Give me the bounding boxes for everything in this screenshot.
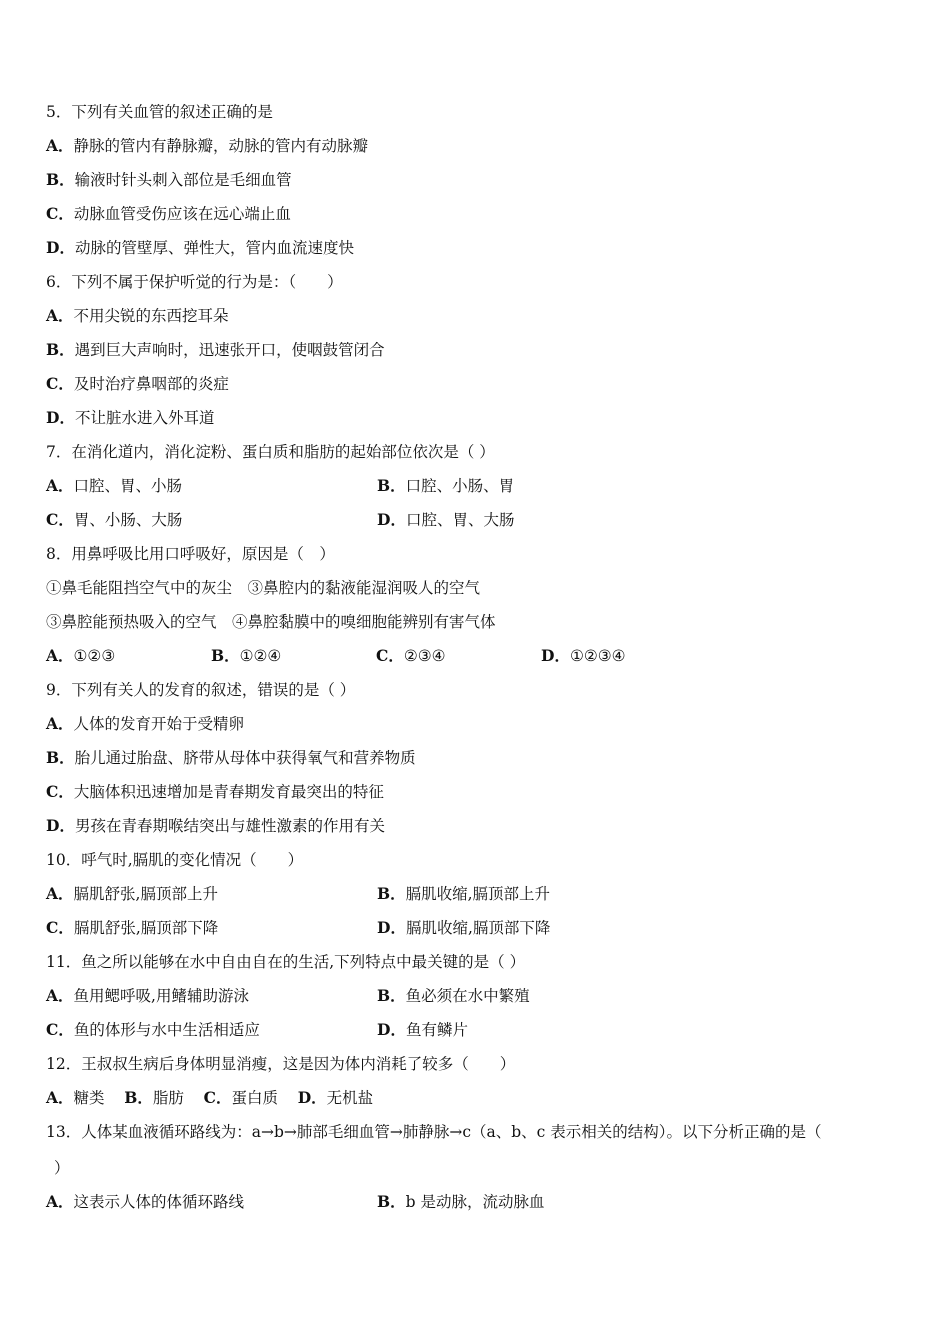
- option-text: 糖类: [73, 1089, 105, 1107]
- q12-stem: 12．王叔叔生病后身体明显消瘦，这是因为体内消耗了较多（ ）: [46, 1055, 516, 1073]
- q12-option-b: [124, 1089, 184, 1107]
- option-letter: C．: [203, 1088, 232, 1107]
- option-text: 口腔、胃、大肠: [405, 511, 515, 529]
- option-text: ①②④: [239, 647, 282, 665]
- q13-stem-continuation: ）: [54, 1159, 70, 1177]
- q8-option-b: [211, 646, 376, 666]
- option-letter: A．: [46, 646, 74, 665]
- q10-option-a: [46, 884, 218, 904]
- option-letter: D．: [377, 918, 406, 937]
- option-letter: A．: [46, 986, 74, 1005]
- q5-stem: 5．下列有关血管的叙述正确的是: [46, 103, 273, 121]
- option-text: 膈肌舒张,膈顶部上升: [73, 885, 218, 903]
- option-letter: A．: [46, 136, 74, 155]
- option-text: 这表示人体的体循环路线: [73, 1193, 245, 1211]
- q5-option-b: [46, 170, 292, 190]
- option-text: 及时治疗鼻咽部的炎症: [73, 375, 229, 393]
- q9-stem: 9．下列有关人的发育的叙述，错误的是（ ）: [46, 681, 356, 699]
- option-text: 脂肪: [152, 1089, 184, 1107]
- q9-option-b: [46, 748, 416, 768]
- option-text: 大脑体积迅速增加是青春期发育最突出的特征: [73, 783, 384, 801]
- option-text: 输液时针头刺入部位是毛细血管: [74, 171, 292, 189]
- option-text: 胃、小肠、大肠: [73, 511, 183, 529]
- option-text: 鱼的体形与水中生活相适应: [73, 1021, 260, 1039]
- option-letter: B．: [377, 1192, 406, 1211]
- option-text: 口腔、胃、小肠: [73, 477, 183, 495]
- option-text: 人体的发育开始于受精卵: [73, 715, 245, 733]
- option-text: 不让脏水进入外耳道: [74, 409, 215, 427]
- q5-option-d: [46, 238, 354, 258]
- q13-stem: 13．人体某血液循环路线为：a→b→肺部毛细血管→肺静脉→c（a、b、c 表示相关的结构）。以下分析正确的是（: [46, 1123, 822, 1141]
- q8-statement-line-1: ①鼻毛能阻挡空气中的灰尘 ③鼻腔内的黏液能湿润吸人的空气: [46, 579, 481, 597]
- q8-options-row: [46, 646, 706, 666]
- option-letter: D．: [541, 646, 570, 665]
- option-letter: D．: [377, 1020, 406, 1039]
- q6-stem: 6．下列不属于保护听觉的行为是：（ ）: [46, 273, 343, 291]
- q11-stem: 11．鱼之所以能够在水中自由自在的生活,下列特点中最关键的是（ ）: [46, 953, 526, 971]
- option-letter: B．: [377, 884, 406, 903]
- q12-option-c: [204, 1089, 278, 1107]
- option-letter: A．: [46, 1088, 74, 1107]
- option-letter: C．: [46, 204, 74, 223]
- option-letter: C．: [46, 374, 74, 393]
- option-letter: A．: [46, 306, 74, 325]
- q6-option-b: [46, 340, 385, 360]
- q7-stem: 7．在消化道内，消化淀粉、蛋白质和脂肪的起始部位依次是（ ）: [46, 443, 495, 461]
- q12-options-row: [46, 1088, 373, 1108]
- q11-option-b: [377, 986, 530, 1006]
- option-text: 不用尖锐的东西挖耳朵: [73, 307, 229, 325]
- option-letter: A．: [46, 884, 74, 903]
- q6-option-a: [46, 306, 229, 326]
- q9-option-a: [46, 714, 244, 734]
- q8-option-a: [46, 646, 211, 666]
- q7-option-d: [377, 510, 514, 530]
- option-letter: C．: [376, 646, 404, 665]
- option-letter: A．: [46, 1192, 74, 1211]
- option-text: 动脉的管壁厚、弹性大，管内血流速度快: [74, 239, 354, 257]
- q9-option-d: [46, 816, 385, 836]
- q12-option-d: [298, 1089, 373, 1107]
- option-letter: D．: [46, 816, 75, 835]
- option-letter: B．: [46, 340, 75, 359]
- q11-option-a: [46, 986, 249, 1006]
- q8-option-d: [541, 646, 706, 666]
- q6-option-d: [46, 408, 214, 428]
- option-text: 胎儿通过胎盘、脐带从母体中获得氧气和营养物质: [74, 749, 416, 767]
- q11-option-d: [377, 1020, 468, 1040]
- option-letter: A．: [46, 476, 74, 495]
- option-text: 动脉血管受伤应该在远心端止血: [73, 205, 291, 223]
- option-letter: C．: [46, 1020, 74, 1039]
- option-text: 膈肌舒张,膈顶部下降: [73, 919, 219, 937]
- option-text: 膈肌收缩,膈顶部下降: [405, 919, 551, 937]
- option-text: b 是动脉，流动脉血: [405, 1193, 545, 1211]
- option-text: 无机盐: [326, 1089, 374, 1107]
- option-letter: C．: [46, 510, 74, 529]
- option-text: 蛋白质: [231, 1089, 278, 1107]
- q8-stem: 8．用鼻呼吸比用口呼吸好，原因是（ ）: [46, 545, 335, 563]
- option-letter: C．: [46, 782, 74, 801]
- q8-statement-line-2: ③鼻腔能预热吸入的空气 ④鼻腔黏膜中的嗅细胞能辨别有害气体: [46, 613, 496, 631]
- option-text: ①②③④: [569, 647, 626, 665]
- q10-option-d: [377, 918, 550, 938]
- option-letter: C．: [46, 918, 74, 937]
- q7-option-b: [377, 476, 514, 496]
- option-text: 鱼用鳃呼吸,用鳍辅助游泳: [73, 987, 249, 1005]
- q10-stem: 10．呼气时,膈肌的变化情况（ ）: [46, 851, 304, 869]
- q13-option-b: [377, 1192, 544, 1212]
- option-text: 遇到巨大声响时，迅速张开口，使咽鼓管闭合: [74, 341, 385, 359]
- q11-option-c: [46, 1020, 260, 1040]
- option-letter: B．: [211, 646, 240, 665]
- option-letter: B．: [46, 170, 75, 189]
- option-letter: B．: [124, 1088, 153, 1107]
- option-letter: B．: [377, 986, 406, 1005]
- option-letter: B．: [377, 476, 406, 495]
- option-letter: B．: [46, 748, 75, 767]
- option-text: 鱼有鳞片: [405, 1021, 468, 1039]
- option-letter: D．: [377, 510, 406, 529]
- q5-option-a: [46, 136, 368, 156]
- option-letter: D．: [46, 238, 75, 257]
- option-letter: D．: [297, 1088, 327, 1107]
- q6-option-c: [46, 374, 229, 394]
- q13-option-a: [46, 1192, 244, 1212]
- q8-option-c: [376, 646, 541, 666]
- option-text: 鱼必须在水中繁殖: [405, 987, 530, 1005]
- option-text: 口腔、小肠、胃: [405, 477, 515, 495]
- option-text: 男孩在青春期喉结突出与雄性激素的作用有关: [74, 817, 385, 835]
- option-letter: D．: [46, 408, 75, 427]
- q5-option-c: [46, 204, 291, 224]
- option-text: 静脉的管内有静脉瓣，动脉的管内有动脉瓣: [73, 137, 369, 155]
- option-text: 膈肌收缩,膈顶部上升: [405, 885, 551, 903]
- option-text: ②③④: [403, 647, 446, 665]
- q10-option-c: [46, 918, 218, 938]
- option-text: ①②③: [73, 647, 116, 665]
- q7-option-a: [46, 476, 182, 496]
- q12-option-a: [46, 1089, 105, 1107]
- q9-option-c: [46, 782, 384, 802]
- option-letter: A．: [46, 714, 74, 733]
- q10-option-b: [377, 884, 550, 904]
- q7-option-c: [46, 510, 182, 530]
